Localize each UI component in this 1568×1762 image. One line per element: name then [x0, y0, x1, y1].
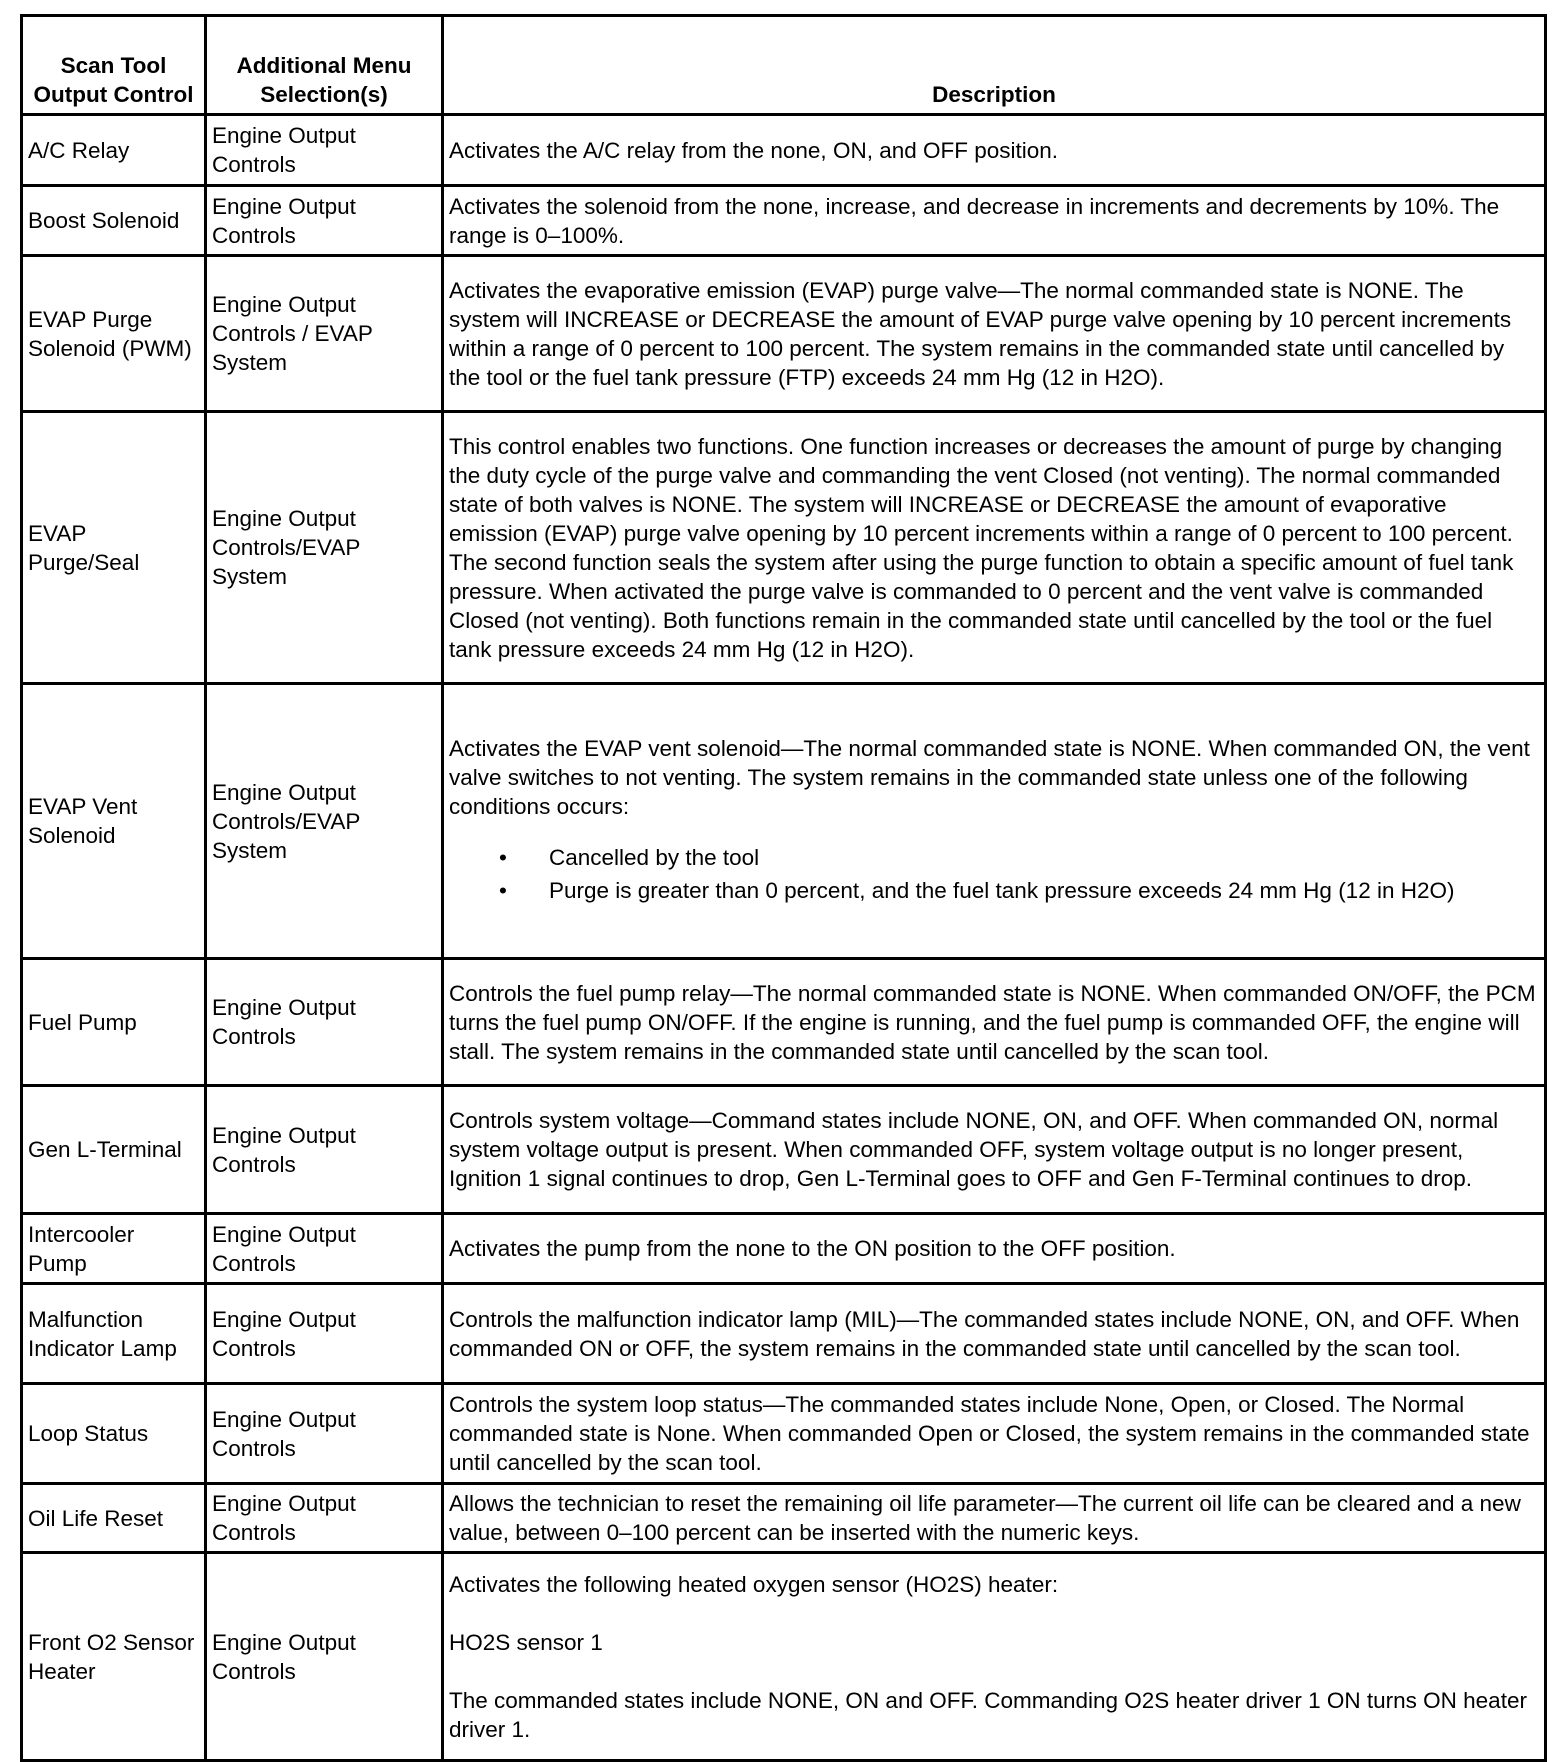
description-cell: [443, 959, 1546, 1086]
menu-cell: Engine Output Controls / EVAP System: [206, 256, 443, 412]
spacer: [449, 1657, 1539, 1686]
description-text: This control enables two functions. One function increases or decreases the amount of purge by changing the duty cycle of the purge valve and commanding the vent Closed (not venting). The normal commanded state of both valves is NONE. The system will INCREASE or DECREASE the amount of evaporative emission (EVAP) purge valve opening by 10 percent increments within a range of 0 percent to 100 percent. The second function seals the system after using the purge function to obtain a specific amount of fuel tank pressure. When activated the purge valve is commanded to 0 percent and the vent valve is commanded Closed (not venting). Both functions remain in the commanded state until cancelled by the tool or the fuel tank pressure exceeds 24 mm Hg (12 in H2O).: [449, 433, 1514, 662]
menu-cell: Engine Output Controls: [206, 959, 443, 1086]
control-cell: Boost Solenoid: [22, 186, 206, 256]
table-row: [22, 256, 1546, 412]
description-text: Activates the following heated oxygen sensor (HO2S) heater:: [449, 1571, 1059, 1597]
description-cell: [443, 256, 1546, 412]
control-cell: Fuel Pump: [22, 959, 206, 1086]
list-item: • Cancelled by the tool: [549, 843, 1539, 872]
description-cell: [443, 412, 1546, 684]
menu-cell: Engine Output Controls: [206, 1553, 443, 1761]
description-text: Activates the pump from the none to the ON position to the OFF position.: [449, 1236, 1176, 1261]
control-cell: EVAP Vent Solenoid: [22, 684, 206, 959]
header-menu: Additional Menu Selection(s): [206, 16, 443, 115]
menu-cell: Engine Output Controls/EVAP System: [206, 412, 443, 684]
description-text: Activates the evaporative emission (EVAP) purge valve—The normal commanded state is NONE. The system will INCREASE or DECREASE the amount of EVAP purge valve opening by 10 percent increments within a range of 0 percent to 100 percent. The system remains in the commanded state until cancelled by the tool or the fuel tank pressure (FTP) exceeds 24 mm Hg (12 in H2O).: [449, 277, 1512, 390]
description-cell: [443, 1284, 1546, 1384]
menu-cell: Engine Output Controls: [206, 1086, 443, 1214]
table-row: [22, 1086, 1546, 1214]
control-cell: Intercooler Pump: [22, 1214, 206, 1284]
table-row: [22, 1284, 1546, 1384]
description-text: Allows the technician to reset the remaining oil life parameter—The current oil life can be cleared and a new value, between 0–100 percent can be inserted with the numeric keys.: [449, 1491, 1521, 1545]
spacer: [449, 1599, 1539, 1628]
list-item: • Purge is greater than 0 percent, and the fuel tank pressure exceeds 24 mm Hg (12 in H2O): [549, 876, 1539, 905]
control-cell: Oil Life Reset: [22, 1484, 206, 1553]
description-cell: [443, 186, 1546, 256]
control-cell: Front O2 Sensor Heater: [22, 1553, 206, 1761]
menu-cell: Engine Output Controls: [206, 1214, 443, 1284]
control-cell: A/C Relay: [22, 115, 206, 186]
description-text: Controls the system loop status—The commanded states include None, Open, or Closed. The Normal commanded state is None. When commanded Open or Closed, the system remains in the commanded state until cancelled by the scan tool.: [449, 1392, 1530, 1475]
header-row: [22, 16, 1546, 115]
description-text: Controls the malfunction indicator lamp (MIL)—The commanded states include NONE, ON, and OFF. When commanded ON or OFF, the system remains in the commanded state until cancelled by the scan tool.: [449, 1306, 1520, 1361]
condition-list: [449, 843, 1539, 905]
output-controls-table: [20, 14, 1547, 1762]
control-cell: EVAP Purge/Seal: [22, 412, 206, 684]
table-row: [22, 412, 1546, 684]
table-row: [22, 1384, 1546, 1484]
header-description: Description: [443, 16, 1546, 115]
menu-cell: Engine Output Controls: [206, 186, 443, 256]
description-text: Activates the EVAP vent solenoid—The normal commanded state is NONE. When commanded ON, the vent valve switches to not venting. The system remains in the commanded state unless one of the following conditions occurs:: [449, 735, 1530, 819]
description-cell: [443, 1214, 1546, 1284]
control-cell: Gen L-Terminal: [22, 1086, 206, 1214]
table-row: [22, 1214, 1546, 1284]
description-text: Activates the solenoid from the none, increase, and decrease in increments and decrements by 10%. The range is 0–100%.: [449, 193, 1500, 248]
description-cell: [443, 1553, 1546, 1761]
description-text: Controls system voltage—Command states include NONE, ON, and OFF. When commanded ON, normal system voltage output is present. When commanded OFF, system voltage output is no longer present, Ignition 1 signal continues to drop, Gen L-Terminal goes to OFF and Gen F-Terminal continues to drop.: [449, 1108, 1499, 1191]
description-cell: [443, 684, 1546, 959]
table-row: [22, 186, 1546, 256]
description-cell: [443, 1484, 1546, 1553]
description-text: HO2S sensor 1: [449, 1629, 603, 1655]
control-cell: Loop Status: [22, 1384, 206, 1484]
menu-cell: Engine Output Controls: [206, 1284, 443, 1384]
menu-cell: Engine Output Controls: [206, 1384, 443, 1484]
description-text: The commanded states include NONE, ON and OFF. Commanding O2S heater driver 1 ON turns ON heater driver 1.: [449, 1687, 1527, 1742]
menu-cell: Engine Output Controls: [206, 1484, 443, 1553]
header-control: Scan Tool Output Control: [22, 16, 206, 115]
control-cell: Malfunction Indicator Lamp: [22, 1284, 206, 1384]
description-cell: [443, 1086, 1546, 1214]
table-row: [22, 1553, 1546, 1761]
description-cell: [443, 115, 1546, 186]
control-cell: EVAP Purge Solenoid (PWM): [22, 256, 206, 412]
menu-cell: Engine Output Controls: [206, 115, 443, 186]
table-body: [22, 115, 1546, 1761]
menu-cell: Engine Output Controls/EVAP System: [206, 684, 443, 959]
table-row: [22, 115, 1546, 186]
description-text: Activates the A/C relay from the none, ON, and OFF position.: [449, 137, 1059, 163]
description-cell: [443, 1384, 1546, 1484]
table-row: [22, 1484, 1546, 1553]
table-row: [22, 684, 1546, 959]
description-text: Controls the fuel pump relay—The normal commanded state is NONE. When commanded ON/OFF, the PCM turns the fuel pump ON/OFF. If the engine is running, and the fuel pump is commanded OFF, the engine will stall. The system remains in the commanded state until cancelled by the scan tool.: [449, 980, 1536, 1064]
table-row: [22, 959, 1546, 1086]
